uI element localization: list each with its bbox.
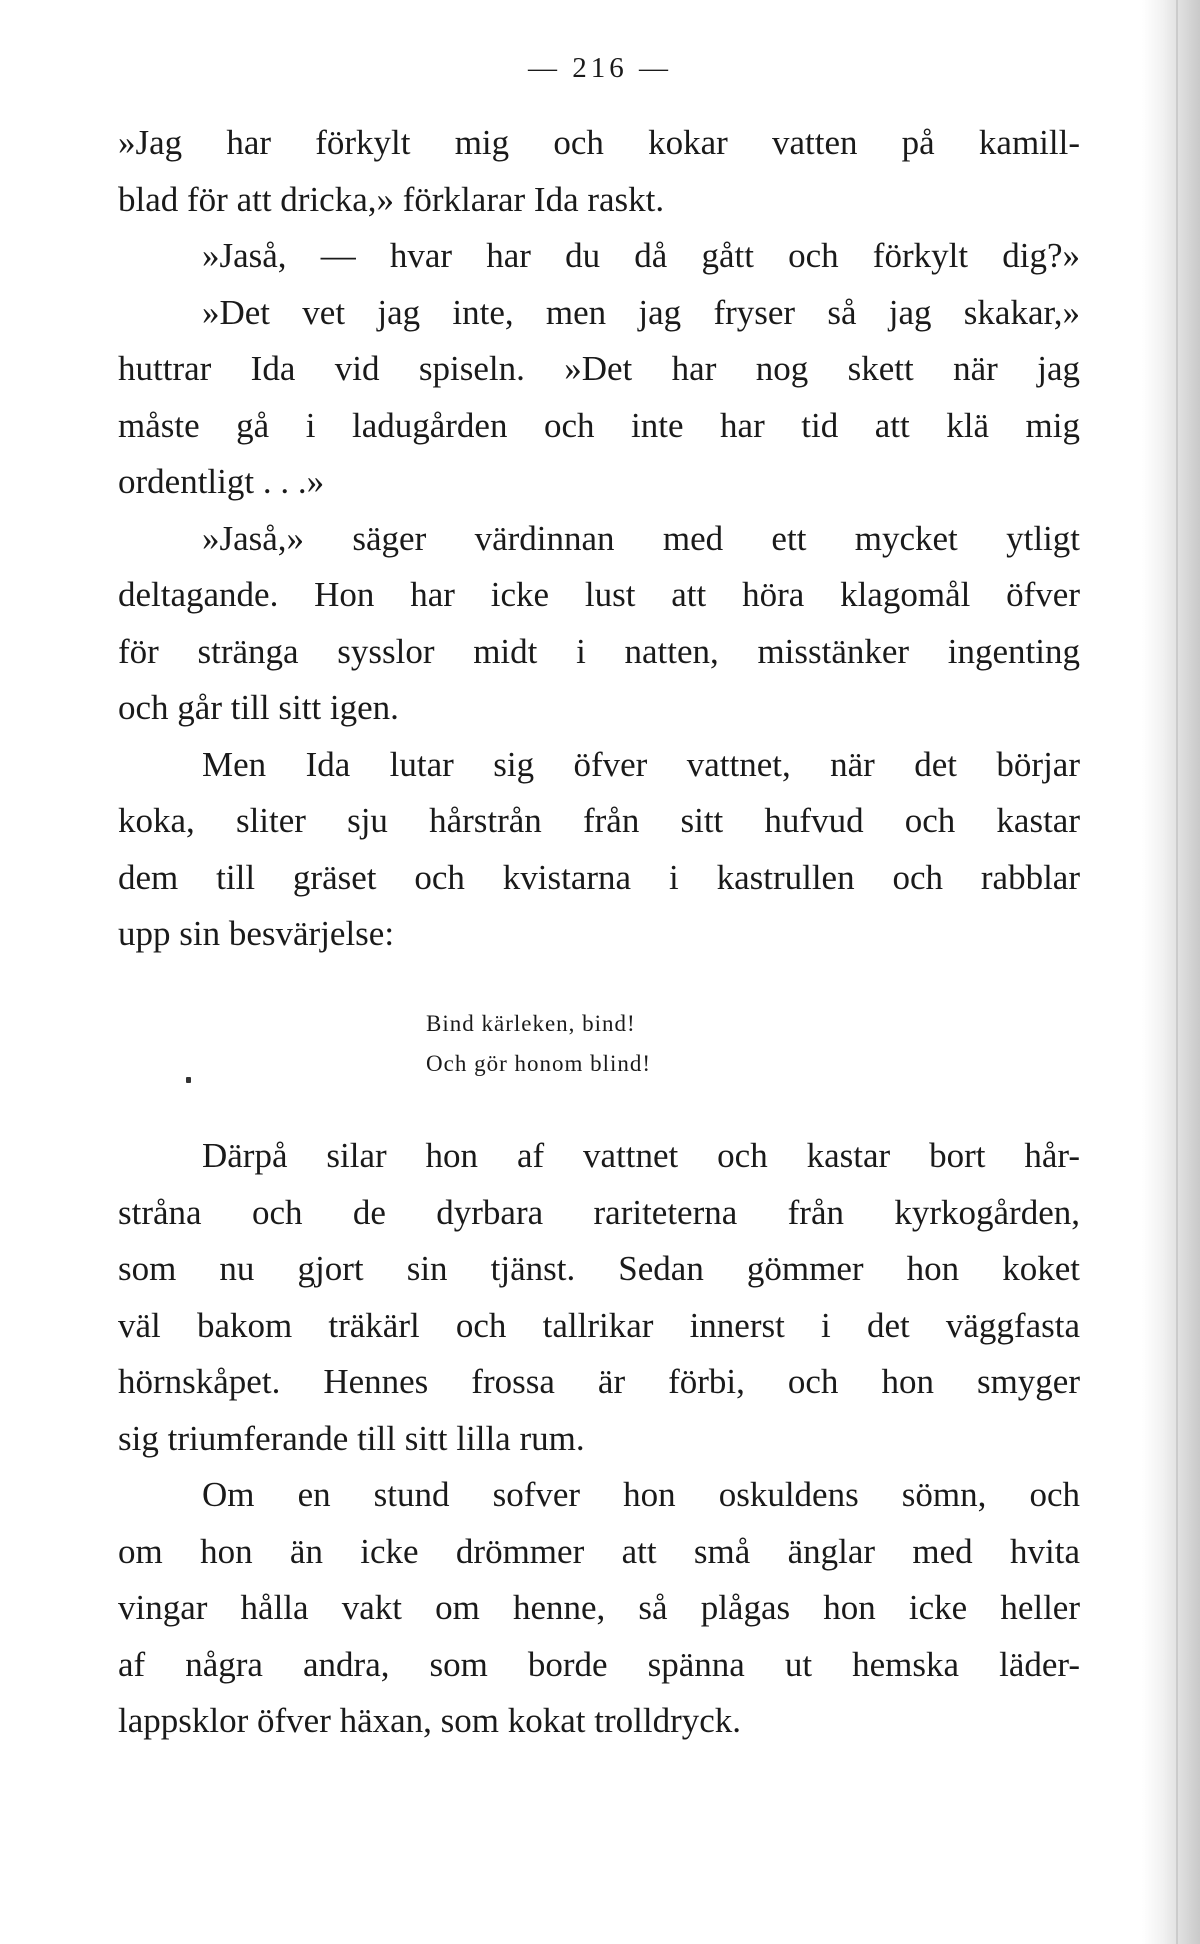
text-line: hörnskåpet. Hennes frossa är förbi, och hon smyger [118,1362,1080,1401]
text-line: som nu gjort sin tjänst. Sedan gömmer hon koket [118,1249,1080,1288]
text-line: Om en stund sofver hon oskuldens sömn, och [202,1475,1080,1514]
body-text [118,115,1080,963]
text-line: »Det vet jag inte, men jag fryser så jag skakar,» [202,292,1080,332]
text-block-1 [118,115,1080,963]
text-line: väl bakom träkärl och tallrikar innerst i det väggfasta [118,1305,1080,1345]
text-line: af några andra, som borde spänna ut hemska läder- [118,1644,1080,1684]
text-line: »Jag har förkylt mig och kokar vatten på kamill- [118,123,1080,162]
page-edge-shadow [1142,0,1200,1944]
text-line: och går till sitt igen. [118,688,399,727]
stray-ink-mark [186,1077,191,1083]
text-line: Men Ida lutar sig öfver vattnet, när det börjar [202,744,1080,784]
text-line: lappsklor öfver häxan, som kokat trolldryck. [118,1701,742,1740]
text-line: blad för att dricka,» förklarar Ida raskt. [118,179,665,219]
text-line: dem till gräset och kvistarna i kastrullen och rabblar [118,857,1080,897]
text-line: om hon än icke drömmer att små änglar med hvita [118,1531,1080,1571]
text-line: deltagande. Hon har icke lust att höra klagomål öfver [118,575,1080,614]
text-line: vingar hålla vakt om henne, så plågas hon icke heller [118,1588,1080,1627]
text-line: måste gå i ladugården och inte har tid att klä mig [118,405,1080,445]
verse-line: Och gör honom blind! [426,1051,652,1076]
text-line: koka, sliter sju hårstrån från sitt hufvud och kastar [118,801,1080,840]
text-line: ordentligt . . .» [118,462,325,501]
text-line: för stränga sysslor midt i natten, misstänker ingenting [118,631,1080,671]
text-line: huttrar Ida vid spiseln. »Det har nog skett när jag [118,349,1080,388]
page-number: — 216 — [528,52,672,84]
text-block-2 [118,1128,1080,1750]
text-line: »Jaså,» säger värdinnan med ett mycket ytligt [202,518,1080,558]
text-line: stråna och de dyrbara rariteterna från kyrkogården, [118,1192,1080,1232]
incantation-verse [426,1004,651,1084]
body-text-continued [118,1128,1080,1750]
text-line: Därpå silar hon af vattnet och kastar bort hår- [202,1136,1080,1175]
verse-line: Bind kärleken, bind! [426,1011,636,1036]
text-line: »Jaså, — hvar har du då gått och förkylt dig?» [202,236,1080,275]
page-edge-line [1176,0,1178,1944]
text-line: upp sin besvärjelse: [118,914,395,953]
text-line: sig triumferande till sitt lilla rum. [118,1418,585,1458]
